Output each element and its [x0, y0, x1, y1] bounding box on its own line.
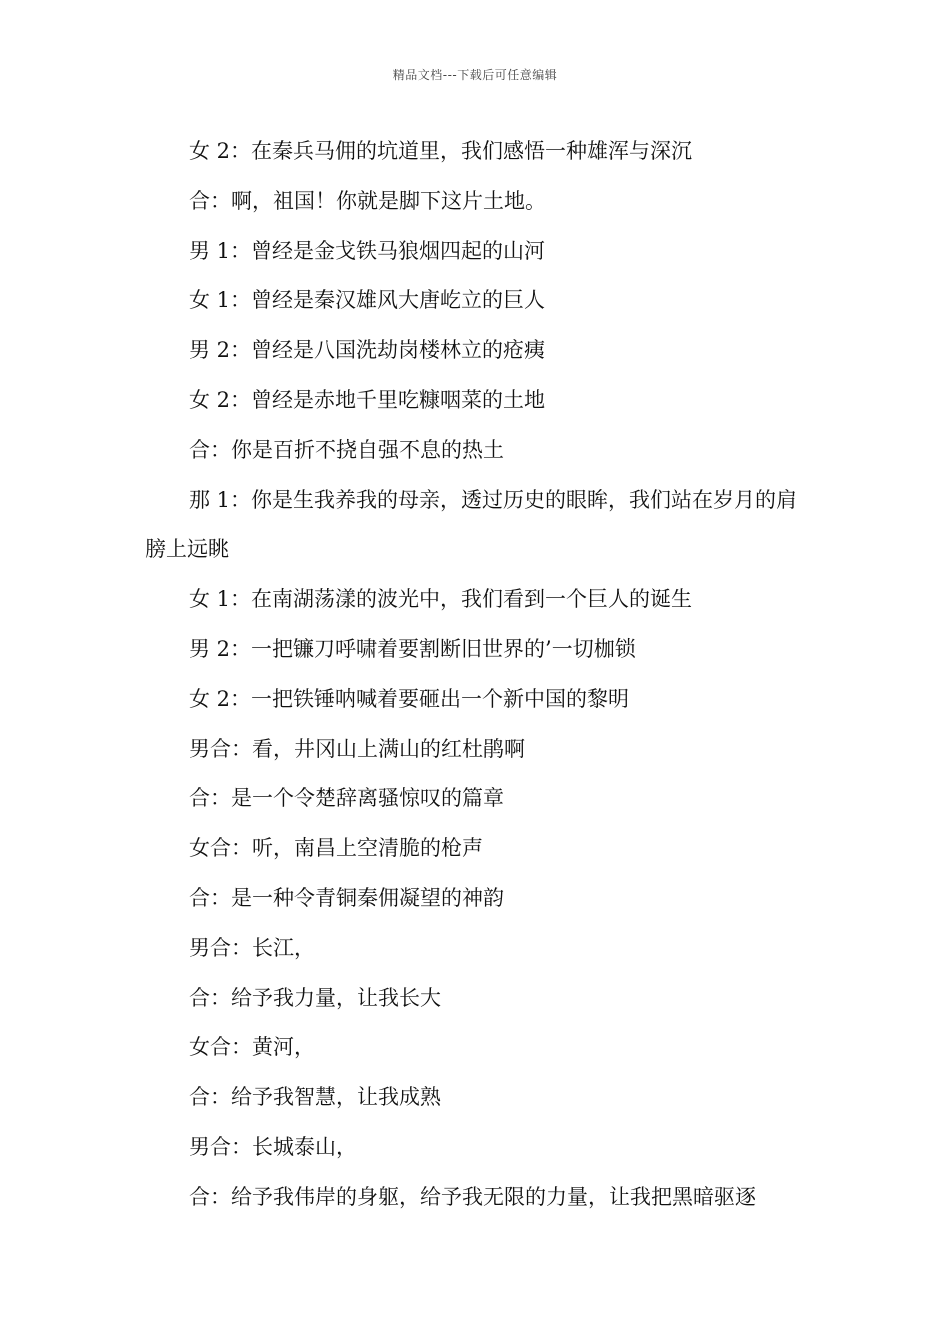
paragraph: 女 1：在南湖荡漾的波光中，我们看到一个巨人的诞生 [189, 587, 693, 612]
paragraph: 女 2：一把铁锤呐喊着要砸出一个新中国的黎明 [189, 686, 630, 711]
paragraph: 男 2：一把镰刀呼啸着要割断旧世界的’一切枷锁 [189, 636, 636, 661]
paragraph: 合：你是百折不挠自强不息的热土 [189, 437, 504, 462]
paragraph: 女合：听，南昌上空清脆的枪声 [189, 836, 483, 861]
paragraph: 女 1：曾经是秦汉雄风大唐屹立的巨人 [189, 288, 546, 313]
paragraph: 男合：长江， [189, 935, 315, 960]
paragraph: 合：是一个令楚辞离骚惊叹的篇章 [189, 786, 504, 811]
paragraph: 合：给予我伟岸的身躯，给予我无限的力量，让我把黑暗驱逐 [189, 1184, 756, 1209]
paragraph: 那 1：你是生我养我的母亲，透过历史的眼眸，我们站在岁月的肩膀上远眺 [145, 487, 798, 562]
paragraph: 合：给予我智慧，让我成熟 [189, 1085, 441, 1110]
paragraph: 合：给予我力量，让我长大 [189, 985, 441, 1010]
paragraph: 男合：长城泰山， [189, 1134, 357, 1159]
paragraph: 女合：黄河， [189, 1035, 315, 1060]
paragraph: 男 2：曾经是八国洗劫岗楼林立的疮痍 [189, 338, 546, 363]
document-body [145, 127, 810, 1223]
paragraph: 女 2：曾经是赤地千里吃糠咽菜的土地 [189, 387, 546, 412]
paragraph: 合：啊，祖国！你就是脚下这片土地。 [189, 188, 546, 213]
paragraph: 合：是一种令青铜秦佣凝望的神韵 [189, 885, 504, 910]
page-header: 精品文档---下载后可任意编辑 [392, 68, 558, 82]
paragraph: 男 1：曾经是金戈铁马狼烟四起的山河 [189, 238, 546, 263]
paragraph: 女 2：在秦兵马佣的坑道里，我们感悟一种雄浑与深沉 [189, 139, 693, 163]
paragraph: 男合：看，井冈山上满山的红杜鹃啊 [189, 736, 525, 761]
